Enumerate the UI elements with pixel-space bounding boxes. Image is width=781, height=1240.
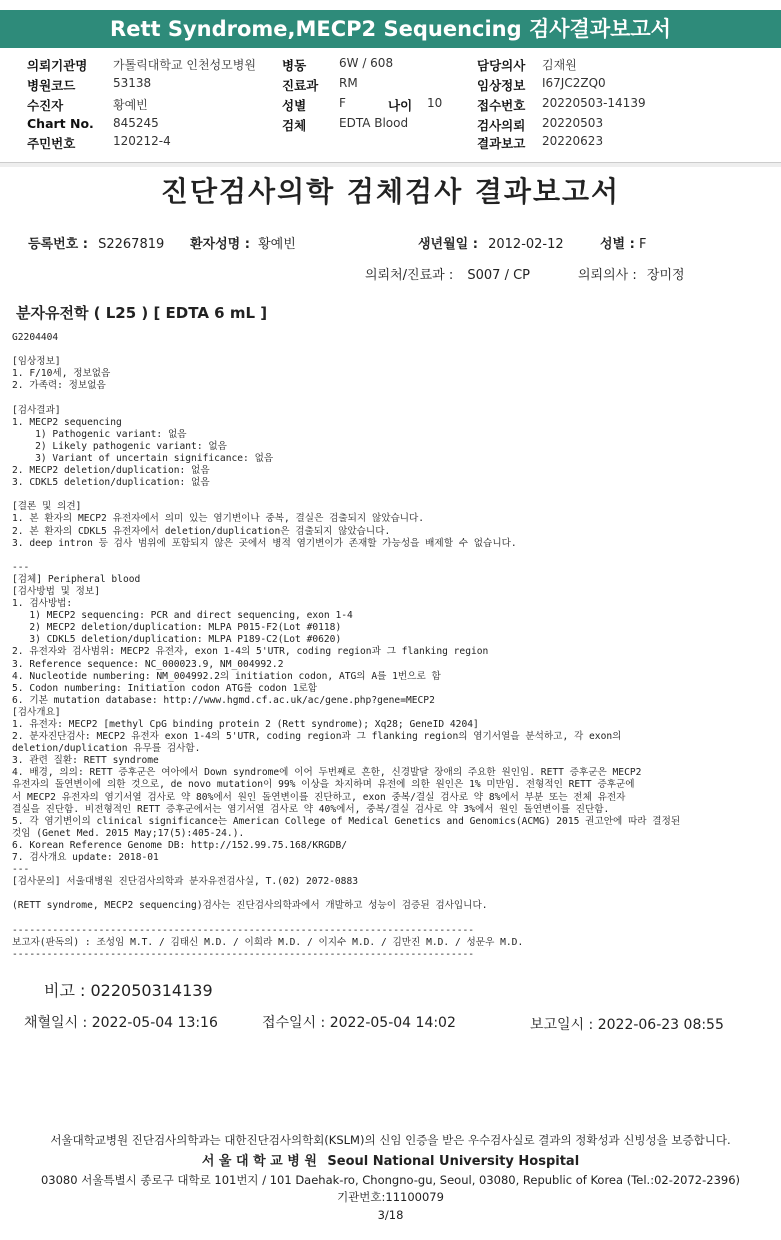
receive-value: 2022-05-04 14:02 [329, 1015, 456, 1031]
meta-value: 20220503 [542, 116, 604, 130]
dob-label: 생년월일 : [418, 237, 478, 252]
collect-value: 2022-05-04 13:16 [91, 1015, 218, 1031]
meta-value: 10 [427, 96, 443, 110]
meta-value: 845245 [113, 116, 159, 130]
report-value: 2022-06-23 08:55 [597, 1017, 724, 1033]
remarks [44, 978, 213, 1001]
reg-label: 등록번호 : [28, 237, 88, 252]
meta-value: 6W / 608 [339, 56, 394, 70]
doctor-label: 의뢰의사 : [578, 268, 637, 283]
dept-label: 의뢰처/진료과 : [365, 268, 454, 283]
report-time [530, 1014, 724, 1034]
collect-label: 채혈일시 : [24, 1015, 88, 1031]
meta-value: 김재원 [542, 58, 577, 72]
meta-label: 결과보고 [477, 136, 526, 151]
meta-label: 의뢰기관명 [27, 58, 88, 73]
reg-value: S2267819 [98, 237, 165, 252]
meta-label: 병원코드 [27, 78, 76, 93]
meta-label: 나이 [388, 98, 413, 113]
meta-value: 황예빈 [113, 98, 148, 112]
hospital-name-ko: 서 울 대 학 교 병 원 [201, 1154, 317, 1169]
meta-value: F [339, 96, 346, 110]
meta-value: 120212-4 [113, 134, 171, 148]
meta-label: 담당의사 [477, 58, 526, 73]
report-label: 보고일시 : [530, 1017, 594, 1033]
doctor-value: 장미정 [646, 268, 685, 283]
meta-label: 검체 [282, 118, 307, 133]
sex-label: 성별 : [600, 237, 635, 252]
meta-label: 진료과 [282, 78, 319, 93]
dob-value: 2012-02-12 [488, 237, 564, 252]
meta-value: I67JC2ZQ0 [542, 76, 606, 90]
meta-label: 병동 [282, 58, 307, 73]
collect-time [24, 1012, 218, 1032]
meta-value: RM [339, 76, 358, 90]
patient-sex [600, 233, 646, 252]
meta-label: 성별 [282, 98, 307, 113]
patient-reg-no [28, 233, 164, 252]
document-title: 진단검사의학 검체검사 결과보고서 [160, 175, 621, 208]
section-title: 분자유전학 ( L25 ) [ EDTA 6 mL ] [16, 304, 268, 322]
meta-label: 임상정보 [477, 78, 526, 93]
meta-value: 가톨릭대학교 인천성모병원 [113, 58, 256, 72]
receive-label: 접수일시 : [262, 1015, 326, 1031]
remarks-value: 022050314139 [90, 981, 213, 1000]
report-header-title: Rett Syndrome,MECP2 Sequencing 검사결과보고서 [0, 10, 781, 48]
patient-dob [418, 233, 564, 252]
meta-value: EDTA Blood [339, 116, 409, 130]
meta-value: 20220503-14139 [542, 96, 646, 110]
patient-name [190, 233, 296, 252]
dept-value: S007 / CP [467, 268, 531, 283]
report-body: G2204404 [임상정보] 1. F/10세, 정보없음 2. 가족력: 정보없음 [검사결과] 1. MECP2 sequencing 1) Pathogenic variant: 없음 2) Likely pathogenic variant: 없음 3) Variant of uncertain significance: 없음 2. MECP2 deletion/duplication: 없음 3. CDKL5 deletion/duplication: 없음 [결론 및 의견] 1. 본 환자의 MECP2 유전자에서 의미 있는 염기변이나 중복, 결실은 검출되지 않았습니다. 2. 본 환자의 CDKL5 유전자에서 deletion/duplication은 검출되지 않았습니다. 3. deep intron 등 검사 범위에 포함되지 않은 곳에서 병적 염기변이가 존재할 가능성을 배제할 수 없습니다. --- [검체] Peripheral blood [검사방법 및 정보] 1. 검사방법: 1) MECP2 sequencing: PCR and direct sequencing, exon 1-4 2) MECP2 deletion/duplication: MLPA P015-F2(Lot #0118) 3) CDKL5 deletion/duplication: MLPA P189-C2(Lot #0620) 2. 유전자와 검사범위: MECP2 유전자, exon 1-4의 5'UTR, coding region과 그 flanking region 3. Reference sequence: NC_000023.9, NM_004992.2 4. Nucleotide numbering: NM_004992.2의 initiation codon, ATG의 A를 1번으로 함 5. Codon numbering: Initiation codon ATG를 codon 1로함 6. 기본 mutation database: http://www.hgmd.cf.ac.uk/ac/gene.php?gene=MECP2 [검사개요] 1. 유전자: MECP2 [methyl CpG binding protein 2 (Rett syndrome); Xq28; GeneID 4204] 2. 분자진단검사: MECP2 유전자 exon 1-4의 5'UTR, coding region과 그 flanking region의 염기서열을 분석하고, 각 exon의 deletion/duplication 유무를 검사함. 3. 관련 질환: RETT syndrome 4. 배경, 의의: RETT 증후군은 여아에서 Down syndrome에 이어 두번째로 흔한, 신경발달 장애의 주요한 원인임. RETT 증후군은 MECP2 유전자의 돌연변이에 의한 것으로, de novo mutation이 99% 이상을 차지하며 유전에 의한 원인은 1% 미만임. 전형적인 RETT 증후군에 서 MECP2 유전자의 염기서열 검사로 약 80%에서 원인 돌연변이를 진단하고, exon 중복/결실 검사로 약 8%에서 부분 또는 전체 유전자 결실을 진단함. 비전형적인 RETT 증후군에서는 염기서열 검사로 약 40%에서, 중복/결실 검사로 약 3%에서 원인 돌연변이를 진단함. 5. 각 염기변이의 clinical significance는 American College of Medical Genetics and Genomics(ACMG) 2015 권고안에 따라 결정된 것임 (Genet Med. 2015 May;17(5):405-24.). 6. Korean Reference Genome DB: http://152.99.75.168/KRGDB/ 7. 검사개요 update: 2018-01 --- [검사문의] 서울대병원 진단검사의학과 분자유전검사실, T.(02) 2072-0883 (RETT syndrome, MECP2 sequencing)검사는 진단검사의학과에서 개발하고 성능이 검증된 검사입니다. -------------------------------------------------------------------------------- 보고자(판독의) : 조성임 M.T. / 김태신 M.D. / 이희라 M.D. / 이지수 M.D. / 김만진 M.D. / 성문우 M.D. -------------------------------------------------------------------------------- [12, 332, 681, 960]
name-label: 환자성명 : [190, 237, 250, 252]
remarks-label: 비고 : [44, 981, 86, 1000]
patient-doctor [578, 264, 685, 283]
hospital-name [0, 1150, 781, 1169]
certification-note: 서울대학교병원 진단검사의학과는 대한진단검사의학회(KSLM)의 신임 인증을 받은 우수검사실로 결과의 정확성과 신빙성을 보증합니다. [50, 1133, 731, 1147]
meta-label: 수진자 [27, 98, 64, 113]
meta-label: 검사의뢰 [477, 118, 526, 133]
org-number: 기관번호:11100079 [337, 1190, 444, 1204]
sex-value: F [638, 237, 647, 252]
page-number: 3/18 [377, 1208, 404, 1222]
meta-value: 53138 [113, 76, 152, 90]
name-value: 황예빈 [258, 237, 296, 252]
receive-time [262, 1012, 456, 1032]
meta-label: 주민번호 [27, 136, 76, 151]
meta-label: Chart No. [27, 116, 94, 131]
patient-dept [365, 264, 530, 283]
divider [0, 162, 781, 167]
meta-label: 접수번호 [477, 98, 526, 113]
hospital-name-en: Seoul National University Hospital [327, 1154, 580, 1169]
hospital-address: 03080 서울특별시 종로구 대학로 101번지 / 101 Daehak-ro, Chongno-gu, Seoul, 03080, Republic of Korea (Tel.:02-2072-2396) [40, 1173, 741, 1187]
meta-value: 20220623 [542, 134, 604, 148]
